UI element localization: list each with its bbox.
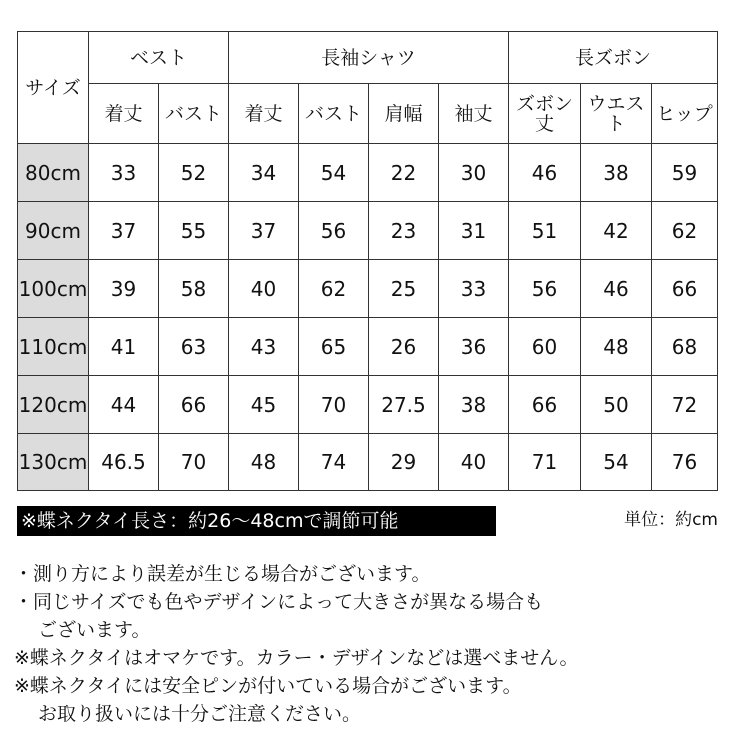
table-cell: 43 bbox=[229, 318, 299, 376]
column-header: 袖丈 bbox=[439, 84, 509, 144]
column-header: 肩幅 bbox=[369, 84, 439, 144]
table-cell: 66 bbox=[509, 376, 581, 434]
table-cell: 54 bbox=[581, 434, 652, 491]
table-cell: 39 bbox=[89, 260, 159, 318]
column-header: バスト bbox=[159, 84, 229, 144]
table-cell: 50 bbox=[581, 376, 652, 434]
table-row bbox=[18, 202, 718, 260]
column-header: ウエスト bbox=[581, 84, 652, 144]
header-column-row bbox=[18, 84, 718, 144]
header-group-row bbox=[18, 32, 718, 84]
table-row bbox=[18, 434, 718, 491]
table-cell: 29 bbox=[369, 434, 439, 491]
table-cell: 54 bbox=[299, 144, 369, 202]
table-cell: 66 bbox=[652, 260, 718, 318]
table-cell: 60 bbox=[509, 318, 581, 376]
table-cell: 41 bbox=[89, 318, 159, 376]
column-header: 着丈 bbox=[89, 84, 159, 144]
table-cell: 37 bbox=[229, 202, 299, 260]
row-size-label: 80cm bbox=[18, 144, 89, 202]
column-header: ヒップ bbox=[652, 84, 718, 144]
note-line: ございます。 bbox=[38, 619, 151, 641]
column-header: 着丈 bbox=[229, 84, 299, 144]
row-size-label: 100cm bbox=[18, 260, 89, 318]
group-header-vest: ベスト bbox=[89, 32, 229, 84]
row-size-label: 90cm bbox=[18, 202, 89, 260]
table-cell: 48 bbox=[229, 434, 299, 491]
table-cell: 46 bbox=[509, 144, 581, 202]
table-cell: 42 bbox=[581, 202, 652, 260]
row-size-label: 110cm bbox=[18, 318, 89, 376]
table-body bbox=[18, 144, 718, 491]
table-cell: 55 bbox=[159, 202, 229, 260]
table-cell: 63 bbox=[159, 318, 229, 376]
table-cell: 72 bbox=[652, 376, 718, 434]
table-cell: 59 bbox=[652, 144, 718, 202]
table-cell: 70 bbox=[299, 376, 369, 434]
table-cell: 76 bbox=[652, 434, 718, 491]
table-row bbox=[18, 144, 718, 202]
table-cell: 38 bbox=[439, 376, 509, 434]
column-header: ズボン丈 bbox=[509, 84, 581, 144]
bow-tie-note: ※蝶ネクタイ長さ：約26〜48cmで調節可能 bbox=[17, 506, 496, 536]
row-size-label: 120cm bbox=[18, 376, 89, 434]
table-cell: 37 bbox=[89, 202, 159, 260]
table-cell: 36 bbox=[439, 318, 509, 376]
table-cell: 56 bbox=[299, 202, 369, 260]
note-line: ※蝶ネクタイはオマケです。カラー・デザインなどは選べません。 bbox=[14, 647, 579, 669]
group-header-pants: 長ズボン bbox=[509, 32, 718, 84]
table-cell: 25 bbox=[369, 260, 439, 318]
table-cell: 56 bbox=[509, 260, 581, 318]
table-cell: 48 bbox=[581, 318, 652, 376]
table-cell: 40 bbox=[439, 434, 509, 491]
table-cell: 30 bbox=[439, 144, 509, 202]
row-size-label: 130cm bbox=[18, 434, 89, 491]
table-cell: 31 bbox=[439, 202, 509, 260]
table-cell: 23 bbox=[369, 202, 439, 260]
group-header-shirt: 長袖シャツ bbox=[229, 32, 509, 84]
table-cell: 40 bbox=[229, 260, 299, 318]
table-cell: 62 bbox=[299, 260, 369, 318]
table-cell: 68 bbox=[652, 318, 718, 376]
table-cell: 62 bbox=[652, 202, 718, 260]
notes bbox=[14, 560, 734, 728]
table-cell: 33 bbox=[89, 144, 159, 202]
table-cell: 38 bbox=[581, 144, 652, 202]
table-row bbox=[18, 376, 718, 434]
table-cell: 58 bbox=[159, 260, 229, 318]
table-cell: 70 bbox=[159, 434, 229, 491]
table-cell: 22 bbox=[369, 144, 439, 202]
table-cell: 34 bbox=[229, 144, 299, 202]
unit-note: 単位：約cm bbox=[624, 510, 718, 530]
note-line: ・測り方により誤差が生じる場合がございます。 bbox=[14, 563, 431, 585]
table-cell: 33 bbox=[439, 260, 509, 318]
table-cell: 66 bbox=[159, 376, 229, 434]
note-line: ※蝶ネクタイには安全ピンが付いている場合がございます。 bbox=[14, 675, 522, 697]
table-cell: 27.5 bbox=[369, 376, 439, 434]
column-header: バスト bbox=[299, 84, 369, 144]
size-header: サイズ bbox=[18, 32, 89, 144]
table-cell: 74 bbox=[299, 434, 369, 491]
note-line: ・同じサイズでも色やデザインによって大きさが異なる場合も bbox=[14, 591, 544, 613]
table-cell: 46 bbox=[581, 260, 652, 318]
table-cell: 71 bbox=[509, 434, 581, 491]
table-cell: 44 bbox=[89, 376, 159, 434]
note-line: お取り扱いには十分ご注意ください。 bbox=[38, 703, 362, 725]
table-cell: 46.5 bbox=[89, 434, 159, 491]
size-table bbox=[17, 31, 718, 491]
table-row bbox=[18, 318, 718, 376]
table-cell: 52 bbox=[159, 144, 229, 202]
table-cell: 45 bbox=[229, 376, 299, 434]
table-row bbox=[18, 260, 718, 318]
table-cell: 51 bbox=[509, 202, 581, 260]
table-cell: 65 bbox=[299, 318, 369, 376]
table-cell: 26 bbox=[369, 318, 439, 376]
